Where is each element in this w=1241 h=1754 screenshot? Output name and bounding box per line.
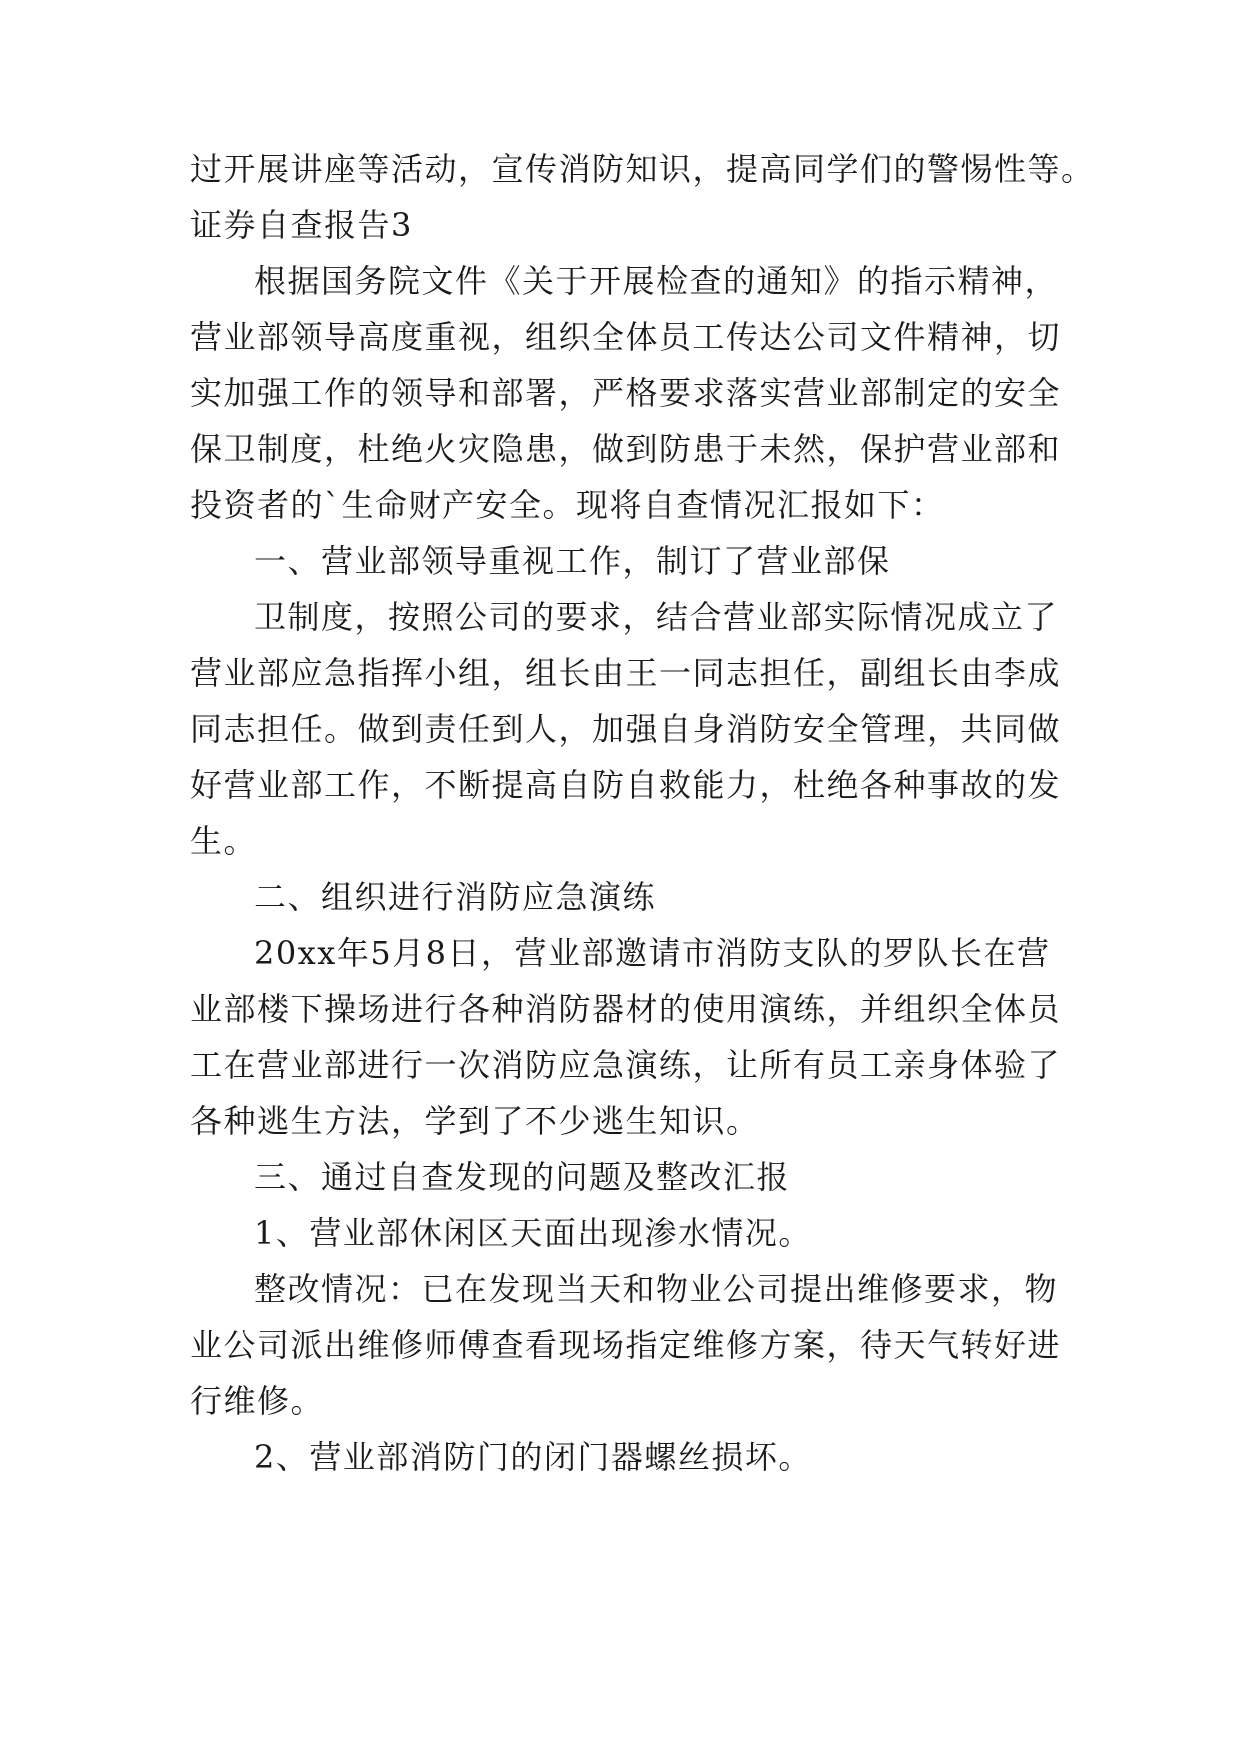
- paragraph-line: 生。: [190, 822, 258, 860]
- subheading-line: 一、营业部领导重视工作，制订了营业部保: [254, 542, 891, 580]
- paragraph-line: 业部楼下操场进行各种消防器材的使用演练，并组织全体员: [190, 990, 1062, 1028]
- subheading-line: 三、通过自查发现的问题及整改汇报: [254, 1158, 791, 1196]
- paragraph-line: 20xx年5月8日，营业部邀请市消防支队的罗队长在营: [254, 934, 1051, 972]
- paragraph-line: 过开展讲座等活动，宣传消防知识，提高同学们的警惕性等。: [190, 150, 1095, 188]
- paragraph-line: 根据国务院文件《关于开展检查的通知》的指示精神，: [254, 262, 1059, 300]
- paragraph-line: 营业部应急指挥小组，组长由王一同志担任，副组长由李成: [190, 654, 1062, 692]
- list-item: 2、营业部消防门的闭门器螺丝损坏。: [254, 1438, 812, 1476]
- paragraph-line: 实加强工作的领导和部署，严格要求落实营业部制定的安全: [190, 374, 1062, 412]
- paragraph-line: 投资者的`生命财产安全。现将自查情况汇报如下：: [190, 486, 945, 524]
- paragraph-line: 各种逃生方法，学到了不少逃生知识。: [190, 1102, 760, 1140]
- paragraph-line: 好营业部工作，不断提高自防自救能力，杜绝各种事故的发: [190, 766, 1062, 804]
- paragraph-line: 同志担任。做到责任到人，加强自身消防安全管理，共同做: [190, 710, 1062, 748]
- paragraph-line: 业公司派出维修师傅查看现场指定维修方案，待天气转好进: [190, 1326, 1062, 1364]
- paragraph-line: 工在营业部进行一次消防应急演练，让所有员工亲身体验了: [190, 1046, 1062, 1084]
- paragraph-line: 行维修。: [190, 1382, 325, 1420]
- section-heading: 证券自查报告3: [190, 206, 413, 244]
- paragraph-line: 营业部领导高度重视，组织全体员工传达公司文件精神，切: [190, 318, 1062, 356]
- paragraph-line: 整改情况：已在发现当天和物业公司提出维修要求，物: [254, 1270, 1059, 1308]
- paragraph-line: 卫制度，按照公司的要求，结合营业部实际情况成立了: [254, 598, 1059, 636]
- paragraph-line: 保卫制度，杜绝火灾隐患，做到防患于未然，保护营业部和: [190, 430, 1062, 468]
- list-item: 1、营业部休闲区天面出现渗水情况。: [254, 1214, 812, 1252]
- subheading-line: 二、组织进行消防应急演练: [254, 878, 657, 916]
